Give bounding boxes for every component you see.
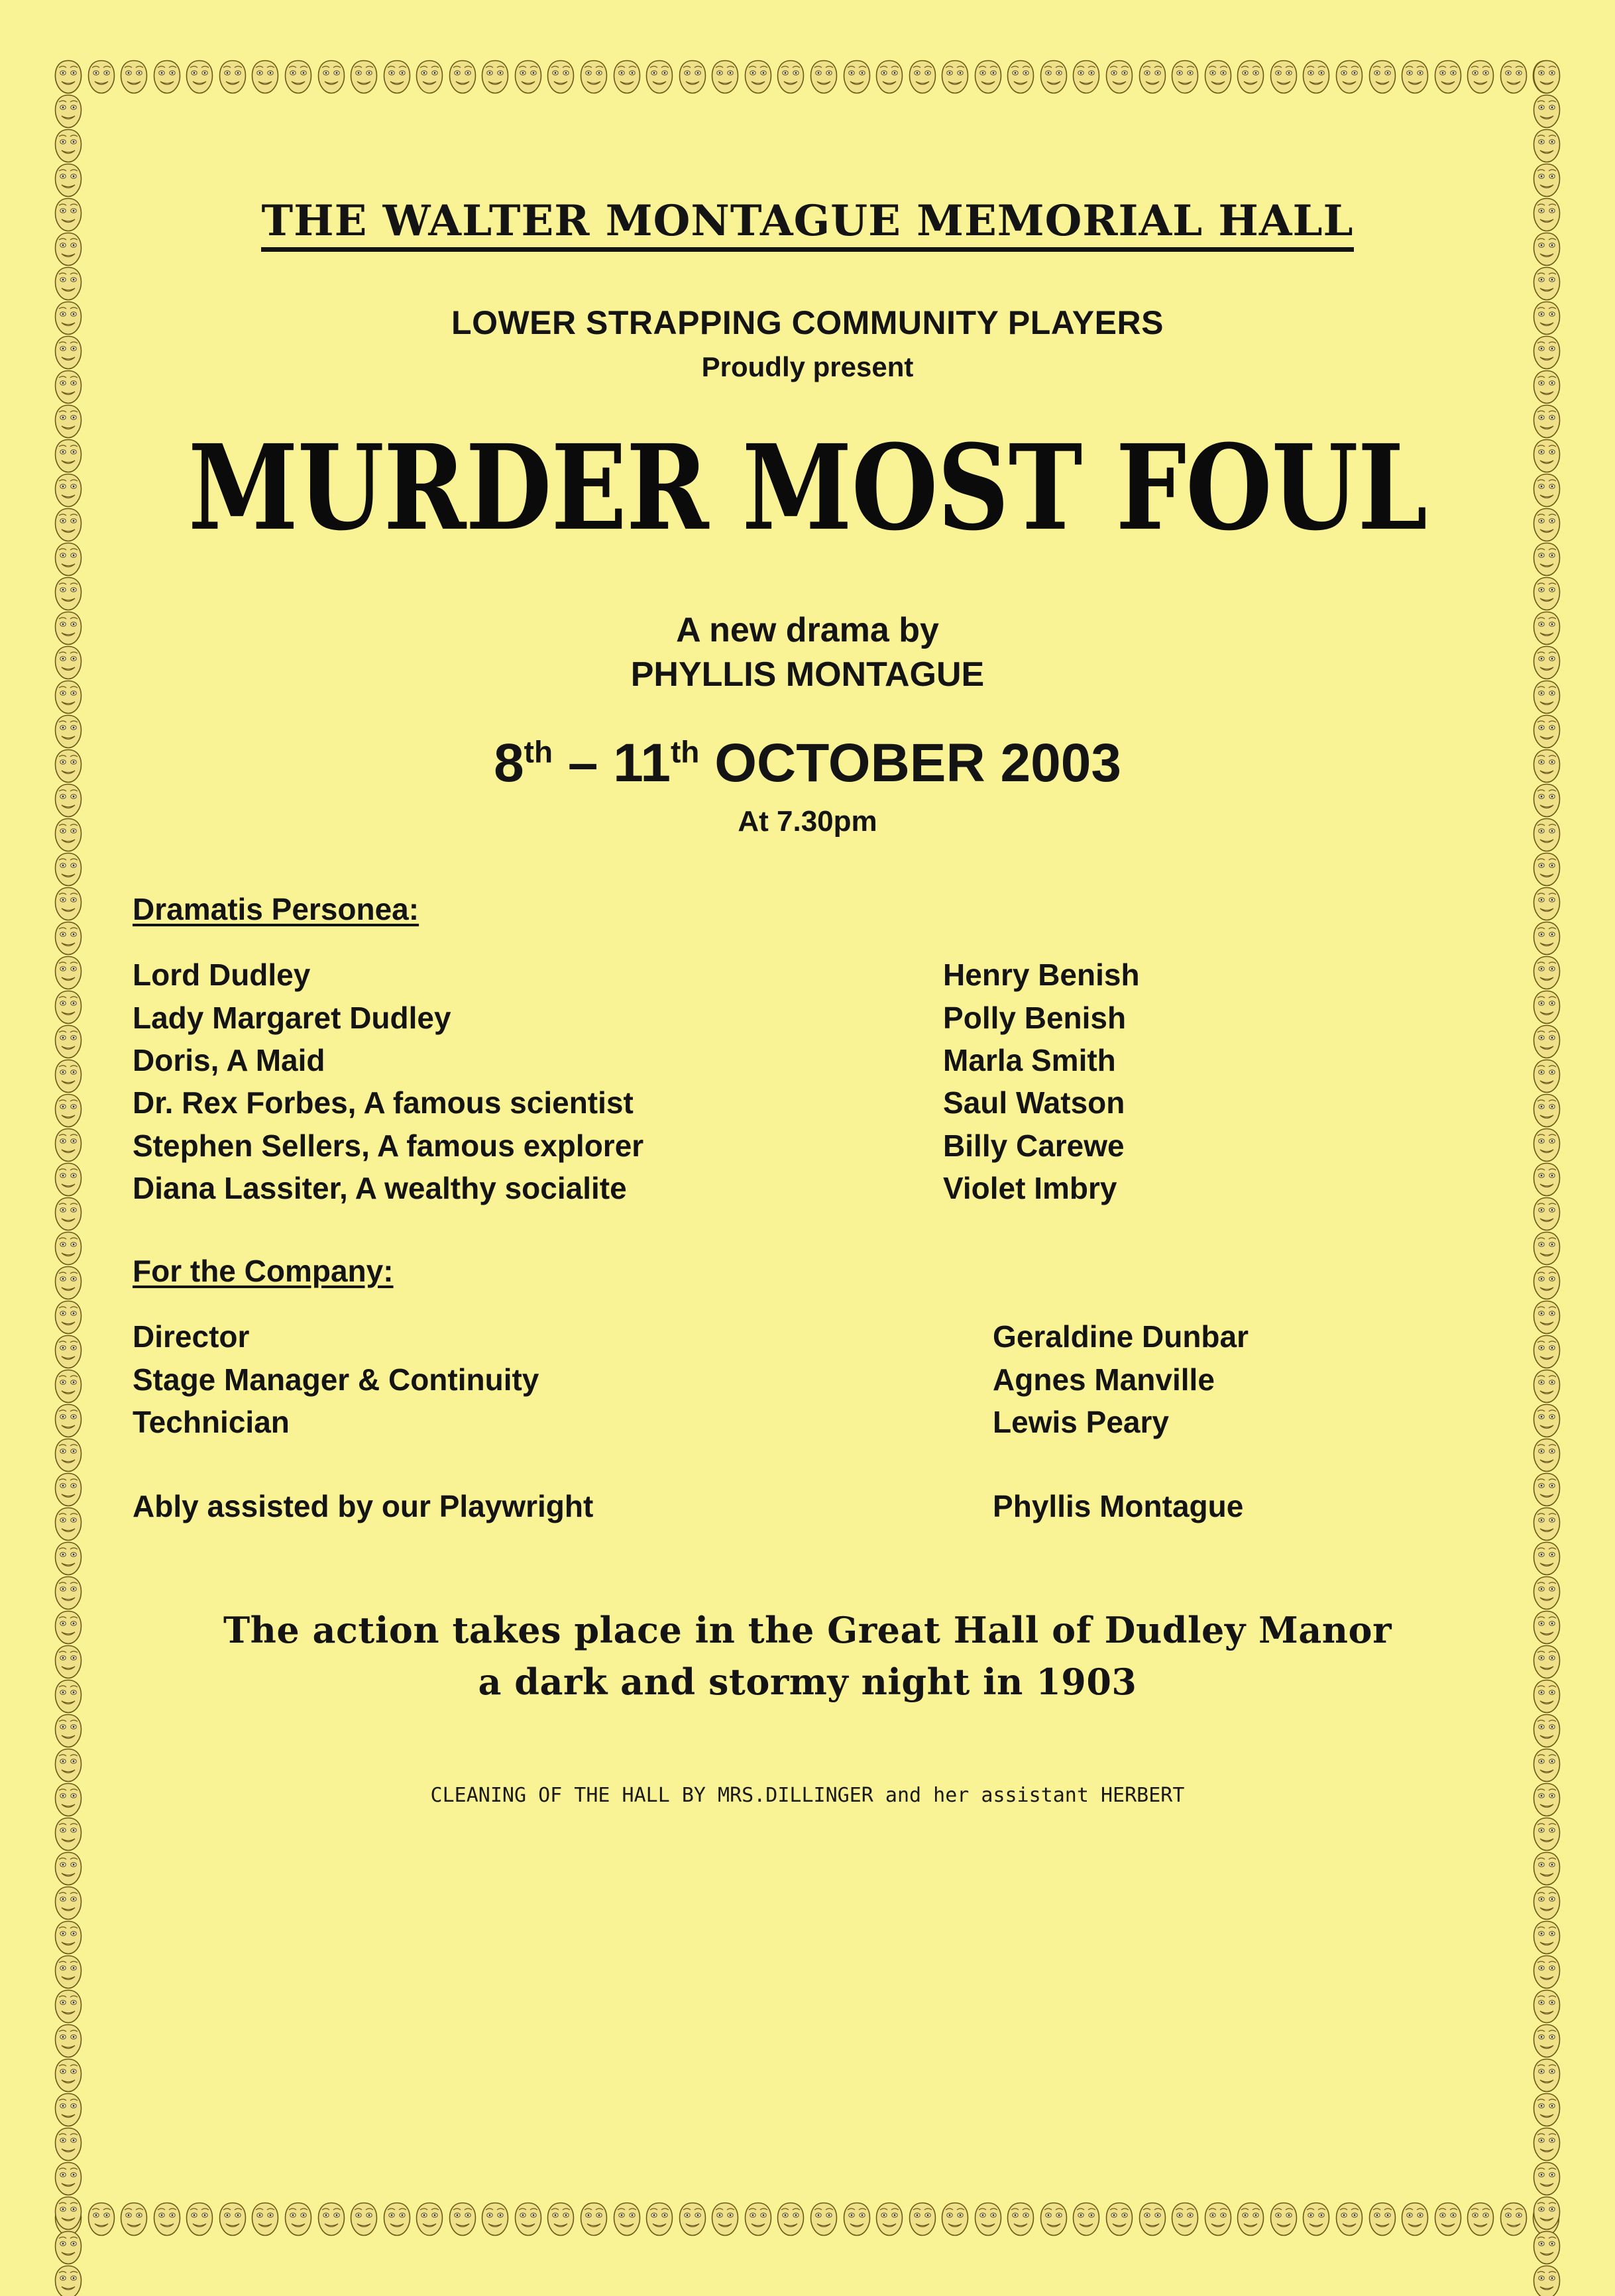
theatre-mask-icon: [53, 1748, 84, 1782]
theatre-mask-icon: [53, 2058, 84, 2093]
theatre-mask-icon: [53, 2127, 84, 2161]
date-dash: –: [567, 733, 598, 794]
theatre-mask-icon: [53, 1059, 84, 1093]
theatre-mask-icon: [53, 1955, 84, 1989]
date-from-suffix: th: [524, 734, 553, 769]
theatre-mask-icon: [217, 60, 248, 94]
theatre-mask-icon: [1531, 1920, 1562, 1955]
theatre-mask-icon: [53, 2093, 84, 2127]
theatre-mask-icon: [1531, 2127, 1562, 2161]
theatre-mask-icon: [1531, 887, 1562, 921]
table-row: [126, 957, 1489, 1000]
theatre-mask-icon: [1531, 542, 1562, 576]
theatre-mask-icon: [1301, 60, 1331, 94]
theatre-mask-icon: [53, 887, 84, 921]
theatre-mask-icon: [53, 1438, 84, 1472]
theatre-mask-icon: [53, 1335, 84, 1369]
theatre-mask-icon: [1038, 60, 1069, 94]
theatre-mask-icon: [1531, 370, 1562, 404]
theatre-mask-icon: [1531, 783, 1562, 818]
theatre-mask-icon: [1465, 60, 1496, 94]
theatre-mask-icon: [1531, 129, 1562, 163]
table-row: [126, 1319, 1489, 1362]
theatre-mask-icon: [1531, 1851, 1562, 1886]
theatre-mask-icon: [1531, 1989, 1562, 2024]
theatre-mask-icon: [1531, 439, 1562, 473]
crew-role: Technician: [133, 1405, 290, 1440]
theatre-mask-icon: [677, 2202, 708, 2236]
theatre-mask-icon: [152, 2202, 182, 2236]
theatre-mask-icon: [1400, 2202, 1430, 2236]
theatre-mask-icon: [1038, 2202, 1069, 2236]
theatre-mask-icon: [1433, 2202, 1463, 2236]
theatre-mask-icon: [1531, 301, 1562, 335]
cast-role: Diana Lassiter, A wealthy socialite: [133, 1171, 627, 1206]
theatre-mask-icon: [382, 60, 412, 94]
theatre-mask-icon: [53, 852, 84, 887]
theatre-mask-icon: [53, 1851, 84, 1886]
theatre-mask-icon: [316, 2202, 347, 2236]
theatre-mask-icon: [1531, 335, 1562, 370]
present-line: Proudly present: [701, 351, 914, 383]
byline-line-2: PHYLLIS MONTAGUE: [630, 655, 985, 694]
theatre-mask-icon: [1301, 2202, 1331, 2236]
theatre-mask-icon: [53, 1266, 84, 1300]
cast-actor: Marla Smith: [943, 1043, 1116, 1077]
theatre-mask-icon: [1531, 1024, 1562, 1059]
theatre-mask-icon: [53, 232, 84, 266]
theatre-mask-icon: [53, 990, 84, 1024]
theatre-mask-icon: [53, 1472, 84, 1507]
theatre-mask-icon: [1531, 714, 1562, 749]
crew-table: [126, 1319, 1489, 1531]
theatre-mask-icon: [1531, 680, 1562, 714]
theatre-mask-icon: [1465, 2202, 1496, 2236]
theatre-mask-icon: [53, 2230, 84, 2265]
theatre-mask-icon: [1531, 1782, 1562, 1817]
theatre-mask-icon: [53, 2265, 84, 2296]
theatre-mask-icon: [1531, 1679, 1562, 1714]
theatre-mask-icon: [1531, 852, 1562, 887]
date-month-year: OCTOBER 2003: [714, 733, 1121, 794]
mask-border-bottom: [53, 2202, 1562, 2236]
theatre-mask-icon: [53, 1610, 84, 1645]
theatre-mask-icon: [53, 335, 84, 370]
theatre-mask-icon: [53, 1920, 84, 1955]
theatre-mask-icon: [1170, 2202, 1200, 2236]
theatre-mask-icon: [644, 60, 675, 94]
theatre-mask-icon: [1531, 2024, 1562, 2058]
theatre-mask-icon: [1531, 749, 1562, 783]
cast-actor: Saul Watson: [943, 1085, 1125, 1121]
theatre-mask-icon: [53, 266, 84, 301]
theatre-mask-icon: [1005, 60, 1036, 94]
setting-note: [126, 1604, 1489, 1708]
theatre-mask-icon: [349, 2202, 379, 2236]
theatre-mask-icon: [250, 60, 280, 94]
theatre-mask-icon: [53, 508, 84, 542]
theatre-mask-icon: [973, 2202, 1003, 2236]
theatre-mask-icon: [316, 60, 347, 94]
theatre-mask-icon: [842, 60, 872, 94]
theatre-mask-icon: [1104, 2202, 1135, 2236]
theatre-mask-icon: [1268, 2202, 1299, 2236]
footer-note: CLEANING OF THE HALL BY MRS.DILLINGER and her assistant HERBERT: [430, 1784, 1185, 1808]
theatre-mask-icon: [1531, 990, 1562, 1024]
theatre-mask-icon: [1531, 94, 1562, 129]
theatre-mask-icon: [53, 1576, 84, 1610]
company-name: LOWER STRAPPING COMMUNITY PLAYERS: [451, 304, 1164, 342]
theatre-mask-icon: [1235, 2202, 1266, 2236]
theatre-mask-icon: [53, 1024, 84, 1059]
theatre-mask-icon: [1531, 1369, 1562, 1403]
table-row: [126, 1362, 1489, 1405]
crew-person: Geraldine Dunbar: [993, 1319, 1249, 1354]
theatre-mask-icon: [1531, 1714, 1562, 1748]
table-row: [126, 1171, 1489, 1213]
table-row: [126, 1085, 1489, 1128]
theatre-mask-icon: [545, 2202, 576, 2236]
theatre-mask-icon: [1531, 60, 1562, 94]
theatre-mask-icon: [447, 60, 478, 94]
cast-heading: Dramatis Personea:: [133, 892, 419, 927]
crew-person: Agnes Manville: [993, 1362, 1215, 1397]
theatre-mask-icon: [53, 439, 84, 473]
theatre-mask-icon: [53, 1300, 84, 1335]
theatre-mask-icon: [1531, 611, 1562, 645]
crew-role: Stage Manager & Continuity: [133, 1362, 539, 1397]
theatre-mask-icon: [907, 2202, 938, 2236]
cast-table: [126, 957, 1489, 1213]
theatre-mask-icon: [53, 542, 84, 576]
date-to: 11: [613, 733, 671, 794]
theatre-mask-icon: [1531, 2161, 1562, 2196]
theatre-mask-icon: [184, 2202, 215, 2236]
cast-role: Dr. Rex Forbes, A famous scientist: [133, 1085, 634, 1121]
theatre-mask-icon: [1137, 2202, 1168, 2236]
theatre-mask-icon: [53, 1714, 84, 1748]
theatre-mask-icon: [579, 60, 609, 94]
theatre-mask-icon: [710, 60, 740, 94]
theatre-mask-icon: [53, 1197, 84, 1231]
theatre-mask-icon: [53, 473, 84, 508]
theatre-mask-icon: [1531, 1472, 1562, 1507]
crew-role: Director: [133, 1319, 250, 1354]
crew-person: Lewis Peary: [993, 1405, 1169, 1440]
theatre-mask-icon: [53, 1989, 84, 2024]
theatre-mask-icon: [775, 2202, 806, 2236]
theatre-mask-icon: [1367, 2202, 1398, 2236]
theatre-mask-icon: [1531, 1748, 1562, 1782]
theatre-mask-icon: [1268, 60, 1299, 94]
theatre-mask-icon: [53, 301, 84, 335]
theatre-mask-icon: [480, 2202, 510, 2236]
theatre-mask-icon: [53, 1369, 84, 1403]
theatre-mask-icon: [53, 611, 84, 645]
theatre-mask-icon: [1498, 2202, 1529, 2236]
theatre-mask-icon: [1334, 60, 1364, 94]
theatre-mask-icon: [414, 2202, 445, 2236]
theatre-mask-icon: [1531, 2265, 1562, 2296]
theatre-mask-icon: [1531, 2058, 1562, 2093]
theatre-mask-icon: [53, 2161, 84, 2196]
theatre-mask-icon: [152, 60, 182, 94]
theatre-mask-icon: [1203, 2202, 1233, 2236]
theatre-mask-icon: [53, 1645, 84, 1679]
theatre-mask-icon: [775, 60, 806, 94]
theatre-mask-icon: [1531, 1300, 1562, 1335]
theatre-mask-icon: [579, 2202, 609, 2236]
cast-role: Lady Margaret Dudley: [133, 1000, 451, 1035]
theatre-mask-icon: [414, 60, 445, 94]
theatre-mask-icon: [53, 94, 84, 129]
theatre-mask-icon: [53, 576, 84, 611]
theatre-mask-icon: [940, 60, 970, 94]
theatre-mask-icon: [940, 2202, 970, 2236]
cast-actor: Billy Carewe: [943, 1128, 1125, 1163]
theatre-mask-icon: [513, 60, 543, 94]
theatre-mask-icon: [53, 818, 84, 852]
theatre-mask-icon: [1531, 1886, 1562, 1920]
theatre-mask-icon: [1531, 1162, 1562, 1197]
theatre-mask-icon: [1531, 1955, 1562, 1989]
theatre-mask-icon: [119, 2202, 149, 2236]
mask-border-top: [53, 60, 1562, 94]
company-heading: For the Company:: [133, 1254, 394, 1289]
performance-time: At 7.30pm: [738, 805, 877, 838]
theatre-mask-icon: [1170, 60, 1200, 94]
theatre-mask-icon: [743, 2202, 773, 2236]
theatre-mask-icon: [53, 921, 84, 956]
theatre-mask-icon: [1531, 1403, 1562, 1438]
cast-actor: Henry Benish: [943, 957, 1140, 993]
theatre-mask-icon: [53, 1817, 84, 1851]
theatre-mask-icon: [1531, 921, 1562, 956]
theatre-mask-icon: [53, 1403, 84, 1438]
theatre-mask-icon: [1531, 2196, 1562, 2230]
page-title: THE WALTER MONTAGUE MEMORIAL HALL: [261, 199, 1353, 252]
play-title: MURDER MOST FOUL: [188, 419, 1427, 557]
theatre-mask-icon: [53, 60, 84, 94]
theatre-mask-icon: [1334, 2202, 1364, 2236]
cast-actor: Violet Imbry: [943, 1171, 1117, 1206]
theatre-mask-icon: [743, 60, 773, 94]
theatre-mask-icon: [1531, 645, 1562, 680]
theatre-mask-icon: [53, 1162, 84, 1197]
theatre-mask-icon: [1531, 1335, 1562, 1369]
theatre-mask-icon: [1005, 2202, 1036, 2236]
theatre-mask-icon: [1531, 1093, 1562, 1128]
performance-dates: [126, 732, 1489, 794]
cast-actor: Polly Benish: [943, 1000, 1127, 1035]
theatre-mask-icon: [1531, 1576, 1562, 1610]
theatre-mask-icon: [53, 163, 84, 197]
theatre-mask-icon: [53, 1541, 84, 1576]
theatre-mask-icon: [1531, 1610, 1562, 1645]
theatre-mask-icon: [86, 2202, 117, 2236]
theatre-mask-icon: [349, 60, 379, 94]
cast-role: Doris, A Maid: [133, 1043, 325, 1077]
theatre-mask-icon: [808, 2202, 839, 2236]
theatre-mask-icon: [53, 680, 84, 714]
theatre-mask-icon: [1531, 232, 1562, 266]
theatre-mask-icon: [53, 197, 84, 232]
theatre-mask-icon: [53, 749, 84, 783]
theatre-mask-icon: [1531, 818, 1562, 852]
theatre-mask-icon: [907, 60, 938, 94]
theatre-mask-icon: [53, 2024, 84, 2058]
theatre-mask-icon: [1531, 1438, 1562, 1472]
theatre-mask-icon: [53, 783, 84, 818]
theatre-mask-icon: [53, 1886, 84, 1920]
theatre-mask-icon: [1235, 60, 1266, 94]
theatre-mask-icon: [1531, 956, 1562, 990]
theatre-mask-icon: [1531, 1059, 1562, 1093]
theatre-mask-icon: [1367, 60, 1398, 94]
theatre-mask-icon: [53, 1679, 84, 1714]
theatre-mask-icon: [1203, 60, 1233, 94]
mask-border-left: [53, 60, 84, 2236]
mask-border-right: [1531, 60, 1562, 2236]
cast-role: Stephen Sellers, A famous explorer: [133, 1128, 644, 1163]
theatre-mask-icon: [1531, 473, 1562, 508]
theatre-mask-icon: [1400, 60, 1430, 94]
theatre-mask-icon: [480, 60, 510, 94]
theatre-mask-icon: [53, 370, 84, 404]
theatre-mask-icon: [53, 404, 84, 439]
theatre-mask-icon: [1531, 2230, 1562, 2265]
theatre-mask-icon: [53, 129, 84, 163]
poster-content: [126, 196, 1489, 2183]
theatre-mask-icon: [612, 60, 642, 94]
setting-line-1: The action takes place in the Great Hall of Dudley Manor: [223, 1608, 1392, 1651]
theatre-mask-icon: [710, 2202, 740, 2236]
playwright-credit-person: Phyllis Montague: [993, 1488, 1244, 1523]
theatre-mask-icon: [1531, 1645, 1562, 1679]
theatre-mask-icon: [1531, 197, 1562, 232]
theatre-mask-icon: [53, 956, 84, 990]
date-to-suffix: th: [670, 734, 700, 769]
theatre-mask-icon: [677, 60, 708, 94]
theatre-mask-icon: [1498, 60, 1529, 94]
hall-title-wrap: [126, 196, 1489, 252]
table-row: [126, 1001, 1489, 1043]
theatre-mask-icon: [217, 2202, 248, 2236]
theatre-mask-icon: [1531, 404, 1562, 439]
theatre-mask-icon: [119, 60, 149, 94]
theatre-mask-icon: [184, 60, 215, 94]
cast-role: Lord Dudley: [133, 957, 311, 993]
setting-line-2: a dark and stormy night in 1903: [478, 1661, 1137, 1704]
theatre-mask-icon: [1531, 1541, 1562, 1576]
theatre-mask-icon: [53, 1782, 84, 1817]
byline: [126, 608, 1489, 696]
theatre-mask-icon: [283, 2202, 313, 2236]
theatre-mask-icon: [1531, 1197, 1562, 1231]
theatre-mask-icon: [53, 645, 84, 680]
table-row: [126, 1405, 1489, 1447]
table-row: [126, 1448, 1489, 1531]
theatre-mask-icon: [874, 60, 905, 94]
theatre-mask-icon: [842, 2202, 872, 2236]
theatre-mask-icon: [1531, 1266, 1562, 1300]
theatre-mask-icon: [1531, 2093, 1562, 2127]
theatre-mask-icon: [1531, 1817, 1562, 1851]
theatre-mask-icon: [382, 2202, 412, 2236]
theatre-mask-icon: [1071, 2202, 1101, 2236]
date-from: 8: [494, 733, 524, 794]
theatre-mask-icon: [644, 2202, 675, 2236]
theatre-mask-icon: [283, 60, 313, 94]
theatre-mask-icon: [86, 60, 117, 94]
theatre-mask-icon: [874, 2202, 905, 2236]
theatre-mask-icon: [53, 2196, 84, 2230]
theatre-mask-icon: [53, 1507, 84, 1541]
theatre-mask-icon: [1531, 1231, 1562, 1266]
theatre-mask-icon: [1531, 508, 1562, 542]
theatre-mask-icon: [1137, 60, 1168, 94]
byline-line-1: A new drama by: [676, 611, 939, 650]
theatre-mask-icon: [808, 60, 839, 94]
theatre-mask-icon: [1531, 1128, 1562, 1162]
theatre-mask-icon: [1104, 60, 1135, 94]
theatre-mask-icon: [612, 2202, 642, 2236]
table-row: [126, 1043, 1489, 1085]
theatre-mask-icon: [513, 2202, 543, 2236]
playwright-credit-role: Ably assisted by our Playwright: [133, 1488, 594, 1523]
theatre-mask-icon: [53, 1128, 84, 1162]
theatre-mask-icon: [1531, 163, 1562, 197]
theatre-mask-icon: [1071, 60, 1101, 94]
theatre-mask-icon: [973, 60, 1003, 94]
theatre-mask-icon: [250, 2202, 280, 2236]
theatre-mask-icon: [545, 60, 576, 94]
theatre-mask-icon: [1433, 60, 1463, 94]
theatre-mask-icon: [53, 714, 84, 749]
theatre-mask-icon: [1531, 576, 1562, 611]
theatre-mask-icon: [447, 2202, 478, 2236]
theatre-mask-icon: [1531, 266, 1562, 301]
table-row: [126, 1128, 1489, 1171]
theatre-mask-icon: [53, 1231, 84, 1266]
theatre-mask-icon: [1531, 1507, 1562, 1541]
theatre-mask-icon: [53, 1093, 84, 1128]
